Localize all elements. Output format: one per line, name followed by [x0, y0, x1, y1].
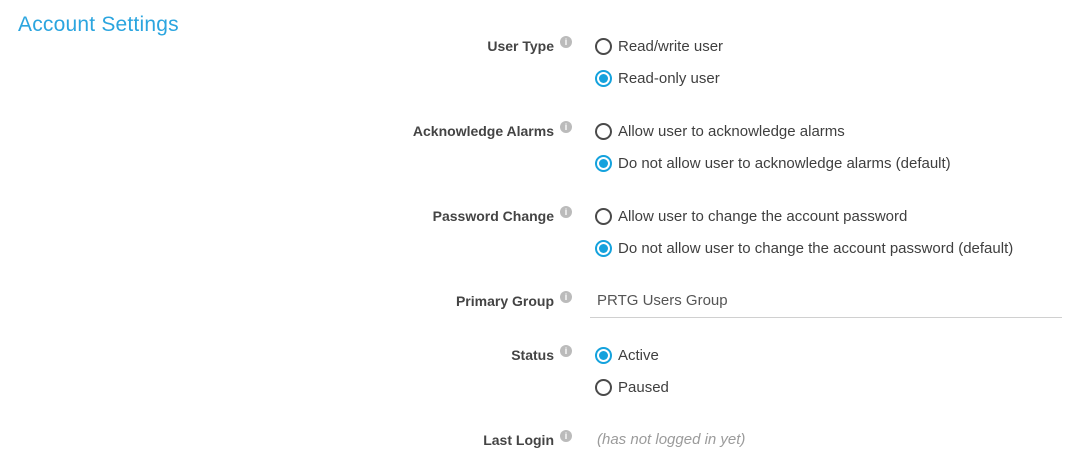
radio-option-disallow-acknowledge[interactable] [590, 147, 1062, 179]
form-row-password-change [0, 200, 1068, 264]
field-label-cell [0, 424, 572, 457]
field-label-cell [0, 285, 572, 318]
user-type-options [590, 30, 1062, 94]
radio-option-label: Do not allow user to change the account password (default) [618, 239, 1014, 257]
user-type-label: User Type [487, 38, 554, 54]
form-row-status [0, 339, 1068, 403]
radio-option-label: Read/write user [618, 37, 724, 55]
radio-option-allow-acknowledge[interactable] [590, 115, 1062, 147]
info-icon[interactable] [560, 121, 572, 133]
form-row-acknowledge-alarms [0, 115, 1068, 179]
info-icon[interactable] [560, 430, 572, 442]
field-label-cell [0, 339, 572, 403]
info-icon[interactable] [560, 36, 572, 48]
radio-option-read-write-user[interactable] [590, 30, 1062, 62]
radio-option-label: Paused [618, 378, 669, 396]
field-label-cell [0, 200, 572, 264]
page-title: Account Settings [18, 13, 179, 36]
primary-group-input[interactable] [590, 285, 1062, 318]
info-icon[interactable] [560, 291, 572, 303]
radio-icon[interactable] [595, 123, 612, 140]
form-row-primary-group [0, 285, 1068, 318]
radio-icon[interactable] [595, 208, 612, 225]
radio-option-label: Read-only user [618, 69, 720, 87]
password-change-label: Password Change [432, 208, 554, 224]
form-row-last-login [0, 424, 1068, 457]
radio-option-active[interactable] [590, 339, 1062, 371]
radio-icon[interactable] [595, 155, 612, 172]
last-login-label: Last Login [483, 432, 554, 448]
radio-icon[interactable] [595, 379, 612, 396]
primary-group-control [590, 285, 1062, 318]
radio-option-disallow-password-change[interactable] [590, 232, 1062, 264]
radio-option-read-only-user[interactable] [590, 62, 1062, 94]
status-label: Status [511, 347, 554, 363]
last-login-control [590, 424, 1062, 457]
radio-option-label: Allow user to acknowledge alarms [618, 122, 845, 140]
radio-option-label: Allow user to change the account password [618, 207, 908, 225]
radio-option-allow-password-change[interactable] [590, 200, 1062, 232]
field-label-cell [0, 30, 572, 94]
field-label-cell [0, 115, 572, 179]
acknowledge-alarms-options [590, 115, 1062, 179]
radio-icon[interactable] [595, 240, 612, 257]
form-row-user-type [0, 30, 1068, 94]
radio-option-label: Do not allow user to acknowledge alarms (default) [618, 154, 951, 172]
radio-icon[interactable] [595, 38, 612, 55]
account-settings-form [0, 30, 1068, 471]
radio-icon[interactable] [595, 70, 612, 87]
radio-option-paused[interactable] [590, 371, 1062, 403]
last-login-value: (has not logged in yet) [597, 431, 746, 448]
info-icon[interactable] [560, 345, 572, 357]
info-icon[interactable] [560, 206, 572, 218]
password-change-options [590, 200, 1062, 264]
acknowledge-alarms-label: Acknowledge Alarms [412, 123, 554, 139]
primary-group-label: Primary Group [455, 293, 554, 309]
radio-icon[interactable] [595, 347, 612, 364]
radio-option-label: Active [618, 346, 659, 364]
status-options [590, 339, 1062, 403]
